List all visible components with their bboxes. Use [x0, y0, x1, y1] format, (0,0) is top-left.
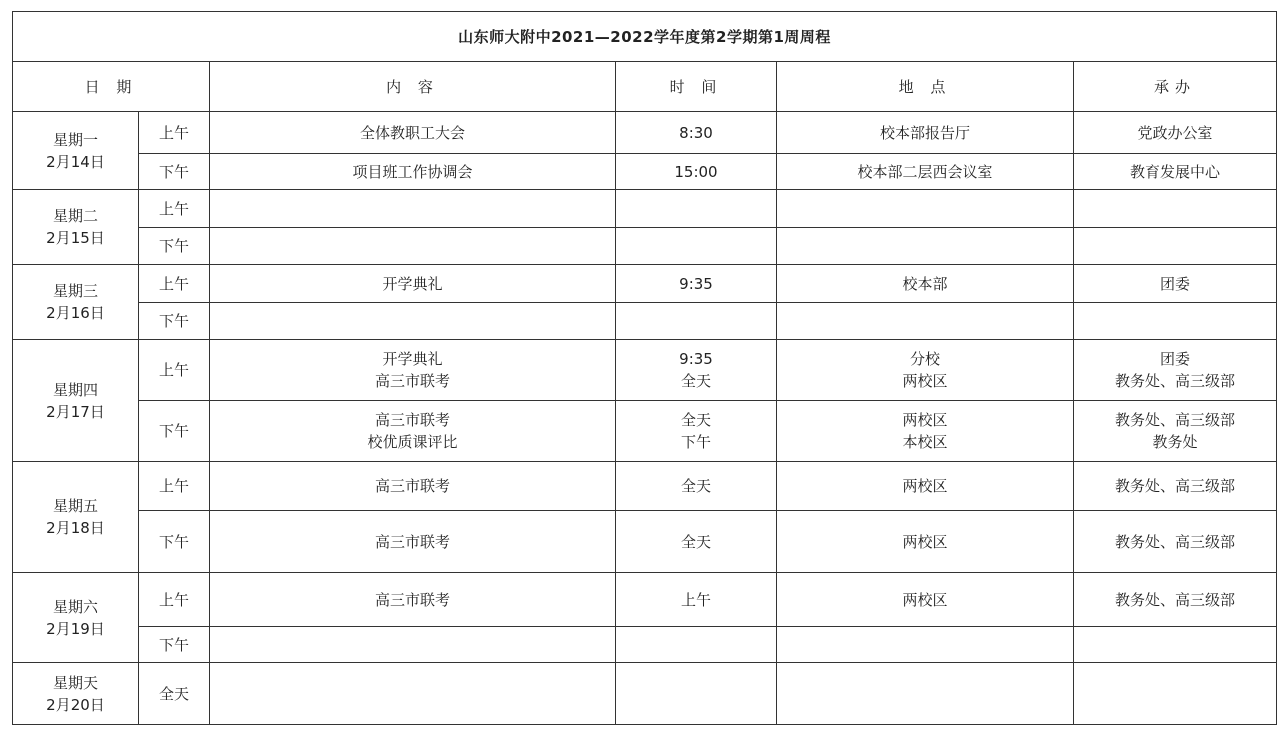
schedule-row — [13, 265, 1277, 303]
host-cell-line: 教务处、高三级部 — [1114, 532, 1235, 551]
content-cell-line: 高三市联考 — [374, 477, 450, 495]
header-time: 时 间 — [616, 62, 777, 112]
time-cell-line: 全天 — [680, 477, 711, 495]
host-cell — [1074, 627, 1277, 663]
period-label: 下午 — [139, 511, 210, 573]
time-cell-line: 9:35 — [679, 274, 713, 293]
content-cell — [210, 340, 616, 401]
day-cell — [13, 663, 139, 725]
page-title: 山东师大附中2021—2022学年度第2学期第1周周程 — [13, 12, 1277, 62]
time-cell — [616, 573, 777, 627]
place-cell — [777, 303, 1074, 340]
time-cell-line: 8:30 — [679, 123, 713, 142]
place-cell — [777, 340, 1074, 401]
place-cell — [777, 511, 1074, 573]
time-cell — [616, 228, 777, 265]
host-cell-line: 教务处、高三级部 — [1114, 411, 1235, 429]
host-cell-line: 团委 — [1159, 350, 1190, 368]
content-cell — [210, 462, 616, 511]
place-cell — [777, 462, 1074, 511]
weekday-label: 星期一 — [52, 130, 98, 149]
host-cell — [1074, 190, 1277, 228]
place-cell — [777, 265, 1074, 303]
host-cell — [1074, 228, 1277, 265]
time-cell-line: 全天 — [680, 372, 711, 390]
host-cell-line: 党政办公室 — [1137, 123, 1213, 142]
place-cell-line: 两校区 — [902, 477, 948, 495]
period-label: 上午 — [139, 265, 210, 303]
date-label: 2月14日 — [46, 152, 105, 171]
period-label: 上午 — [139, 190, 210, 228]
time-cell — [616, 190, 777, 228]
time-cell-line: 上午 — [680, 590, 711, 609]
time-cell — [616, 401, 777, 462]
place-cell — [777, 573, 1074, 627]
content-cell-line: 开学典礼 — [382, 274, 443, 293]
schedule-row — [13, 154, 1277, 190]
day-cell — [13, 112, 139, 190]
period-label: 下午 — [139, 303, 210, 340]
place-cell-line: 校本部报告厅 — [879, 123, 970, 142]
content-cell — [210, 627, 616, 663]
content-cell-line: 高三市联考 — [374, 590, 450, 609]
content-cell — [210, 154, 616, 190]
period-label: 上午 — [139, 462, 210, 511]
time-cell-line: 全天 — [680, 532, 711, 551]
day-cell — [13, 340, 139, 462]
place-cell-line: 两校区 — [902, 372, 948, 390]
content-cell — [210, 663, 616, 725]
period-label: 下午 — [139, 627, 210, 663]
content-cell — [210, 265, 616, 303]
host-cell-line: 教务处 — [1152, 433, 1198, 451]
date-label: 2月16日 — [46, 304, 105, 322]
host-cell — [1074, 401, 1277, 462]
place-cell-line: 校本部 — [902, 274, 948, 293]
host-cell — [1074, 663, 1277, 725]
schedule-row — [13, 573, 1277, 627]
weekday-label: 星期三 — [52, 282, 98, 300]
host-cell-line: 教务处、高三级部 — [1114, 372, 1235, 390]
date-label: 2月19日 — [46, 619, 105, 638]
period-label: 下午 — [139, 401, 210, 462]
place-cell — [777, 401, 1074, 462]
time-cell-line: 15:00 — [674, 162, 718, 181]
content-cell-line: 开学典礼 — [382, 350, 443, 368]
content-cell — [210, 573, 616, 627]
header-place: 地 点 — [777, 62, 1074, 112]
weekday-label: 星期二 — [52, 207, 98, 225]
schedule-row — [13, 190, 1277, 228]
day-cell — [13, 462, 139, 573]
content-cell — [210, 228, 616, 265]
time-cell-line: 下午 — [680, 433, 711, 451]
day-cell — [13, 573, 139, 663]
date-label: 2月17日 — [46, 402, 105, 421]
day-cell — [13, 265, 139, 340]
schedule-row — [13, 303, 1277, 340]
schedule-row — [13, 511, 1277, 573]
date-label: 2月15日 — [46, 229, 105, 247]
place-cell — [777, 154, 1074, 190]
weekly-schedule-table — [12, 11, 1277, 725]
header-content: 内 容 — [210, 62, 616, 112]
content-cell-line: 高三市联考 — [374, 532, 450, 551]
period-label: 上午 — [139, 340, 210, 401]
content-cell-line: 高三市联考 — [374, 372, 450, 390]
period-label: 上午 — [139, 573, 210, 627]
schedule-row — [13, 627, 1277, 663]
time-cell — [616, 154, 777, 190]
schedule-row — [13, 228, 1277, 265]
time-cell — [616, 663, 777, 725]
host-cell — [1074, 462, 1277, 511]
schedule-row — [13, 663, 1277, 725]
host-cell — [1074, 265, 1277, 303]
content-cell-line: 高三市联考 — [374, 411, 450, 429]
weekday-label: 星期五 — [52, 497, 98, 515]
header-date: 日 期 — [13, 62, 210, 112]
place-cell — [777, 627, 1074, 663]
content-cell — [210, 190, 616, 228]
time-cell — [616, 340, 777, 401]
host-cell-line: 教育发展中心 — [1129, 162, 1220, 181]
period-label: 下午 — [139, 154, 210, 190]
time-cell — [616, 627, 777, 663]
content-cell-line: 项目班工作协调会 — [352, 162, 473, 181]
schedule-row — [13, 462, 1277, 511]
period-label: 上午 — [139, 112, 210, 154]
schedule-row — [13, 340, 1277, 401]
place-cell-line: 两校区 — [902, 411, 948, 429]
place-cell-line: 校本部二层西会议室 — [857, 162, 993, 181]
time-cell — [616, 511, 777, 573]
content-cell — [210, 401, 616, 462]
date-label: 2月20日 — [46, 695, 105, 714]
host-cell — [1074, 511, 1277, 573]
place-cell — [777, 190, 1074, 228]
host-cell — [1074, 154, 1277, 190]
place-cell-line: 两校区 — [902, 532, 948, 551]
period-label: 下午 — [139, 228, 210, 265]
time-cell — [616, 462, 777, 511]
place-cell — [777, 112, 1074, 154]
time-cell-line: 9:35 — [679, 350, 713, 368]
content-cell — [210, 303, 616, 340]
host-cell-line: 教务处、高三级部 — [1114, 590, 1235, 609]
content-cell — [210, 112, 616, 154]
weekday-label: 星期六 — [52, 597, 98, 616]
content-cell — [210, 511, 616, 573]
schedule-row — [13, 401, 1277, 462]
time-cell — [616, 303, 777, 340]
day-cell — [13, 190, 139, 265]
host-cell-line: 团委 — [1159, 274, 1190, 293]
period-label: 全天 — [139, 663, 210, 725]
host-cell — [1074, 340, 1277, 401]
host-cell — [1074, 303, 1277, 340]
place-cell-line: 两校区 — [902, 590, 948, 609]
place-cell — [777, 228, 1074, 265]
place-cell-line: 分校 — [909, 350, 940, 368]
header-host: 承办 — [1074, 62, 1277, 112]
place-cell — [777, 663, 1074, 725]
schedule-row — [13, 112, 1277, 154]
content-cell-line: 校优质课评比 — [367, 433, 458, 451]
time-cell — [616, 112, 777, 154]
place-cell-line: 本校区 — [902, 433, 948, 451]
time-cell-line: 全天 — [680, 411, 711, 429]
host-cell — [1074, 573, 1277, 627]
date-label: 2月18日 — [46, 519, 105, 537]
content-cell-line: 全体教职工大会 — [359, 123, 465, 142]
time-cell — [616, 265, 777, 303]
weekday-label: 星期天 — [52, 673, 98, 692]
weekday-label: 星期四 — [52, 380, 98, 399]
host-cell-line: 教务处、高三级部 — [1114, 477, 1235, 495]
host-cell — [1074, 112, 1277, 154]
